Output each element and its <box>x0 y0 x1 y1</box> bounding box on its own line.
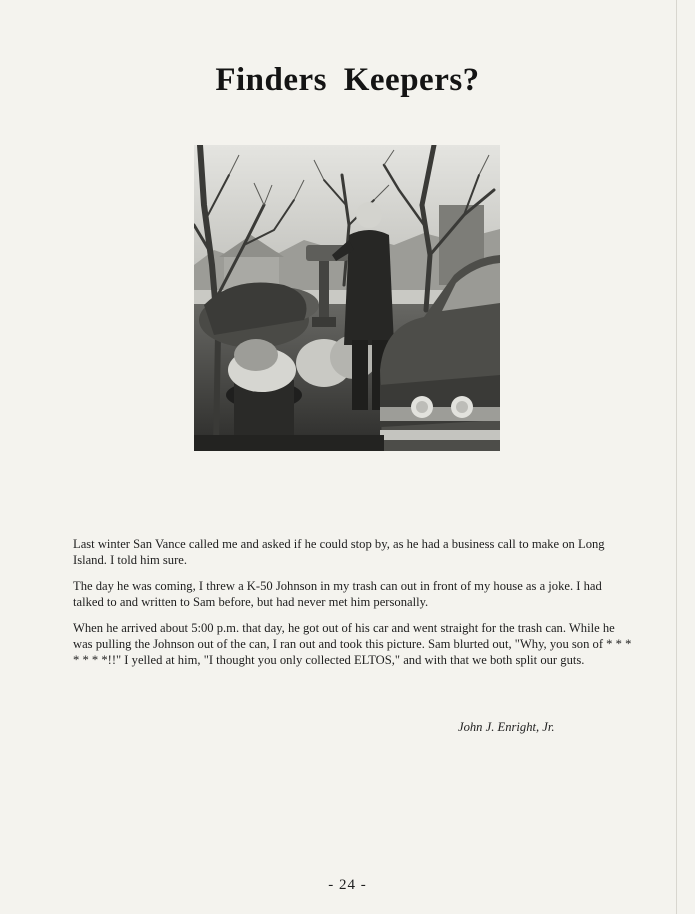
paragraph-1: Last winter San Vance called me and asked if he could stop by, as he had a business call to make on Long Island. I told him sure. <box>73 537 605 568</box>
author-signature: John J. Enright, Jr. <box>458 720 555 734</box>
paragraph-2: The day he was coming, I threw a K-50 Johnson in my trash can out in front of my house as a joke. I had talked to and written to Sam before, but had never met him personally. <box>73 578 602 610</box>
article-body <box>73 536 633 678</box>
page-edge <box>676 0 677 914</box>
page-number: - 24 - <box>328 877 367 893</box>
paragraph-3: When he arrived about 5:00 p.m. that day, he got out of his car and went straight for the trash can. While he was pulling the Johnson out of the can, I ran out and took this picture. Sam blurted out, "Why, you son of * * * * * * *!!" I yelled at him, "I thought you only collected ELTOS," and with that we both split our guts. <box>73 620 632 668</box>
article-title: Finders Keepers? <box>215 62 480 98</box>
article-photo <box>194 145 500 451</box>
